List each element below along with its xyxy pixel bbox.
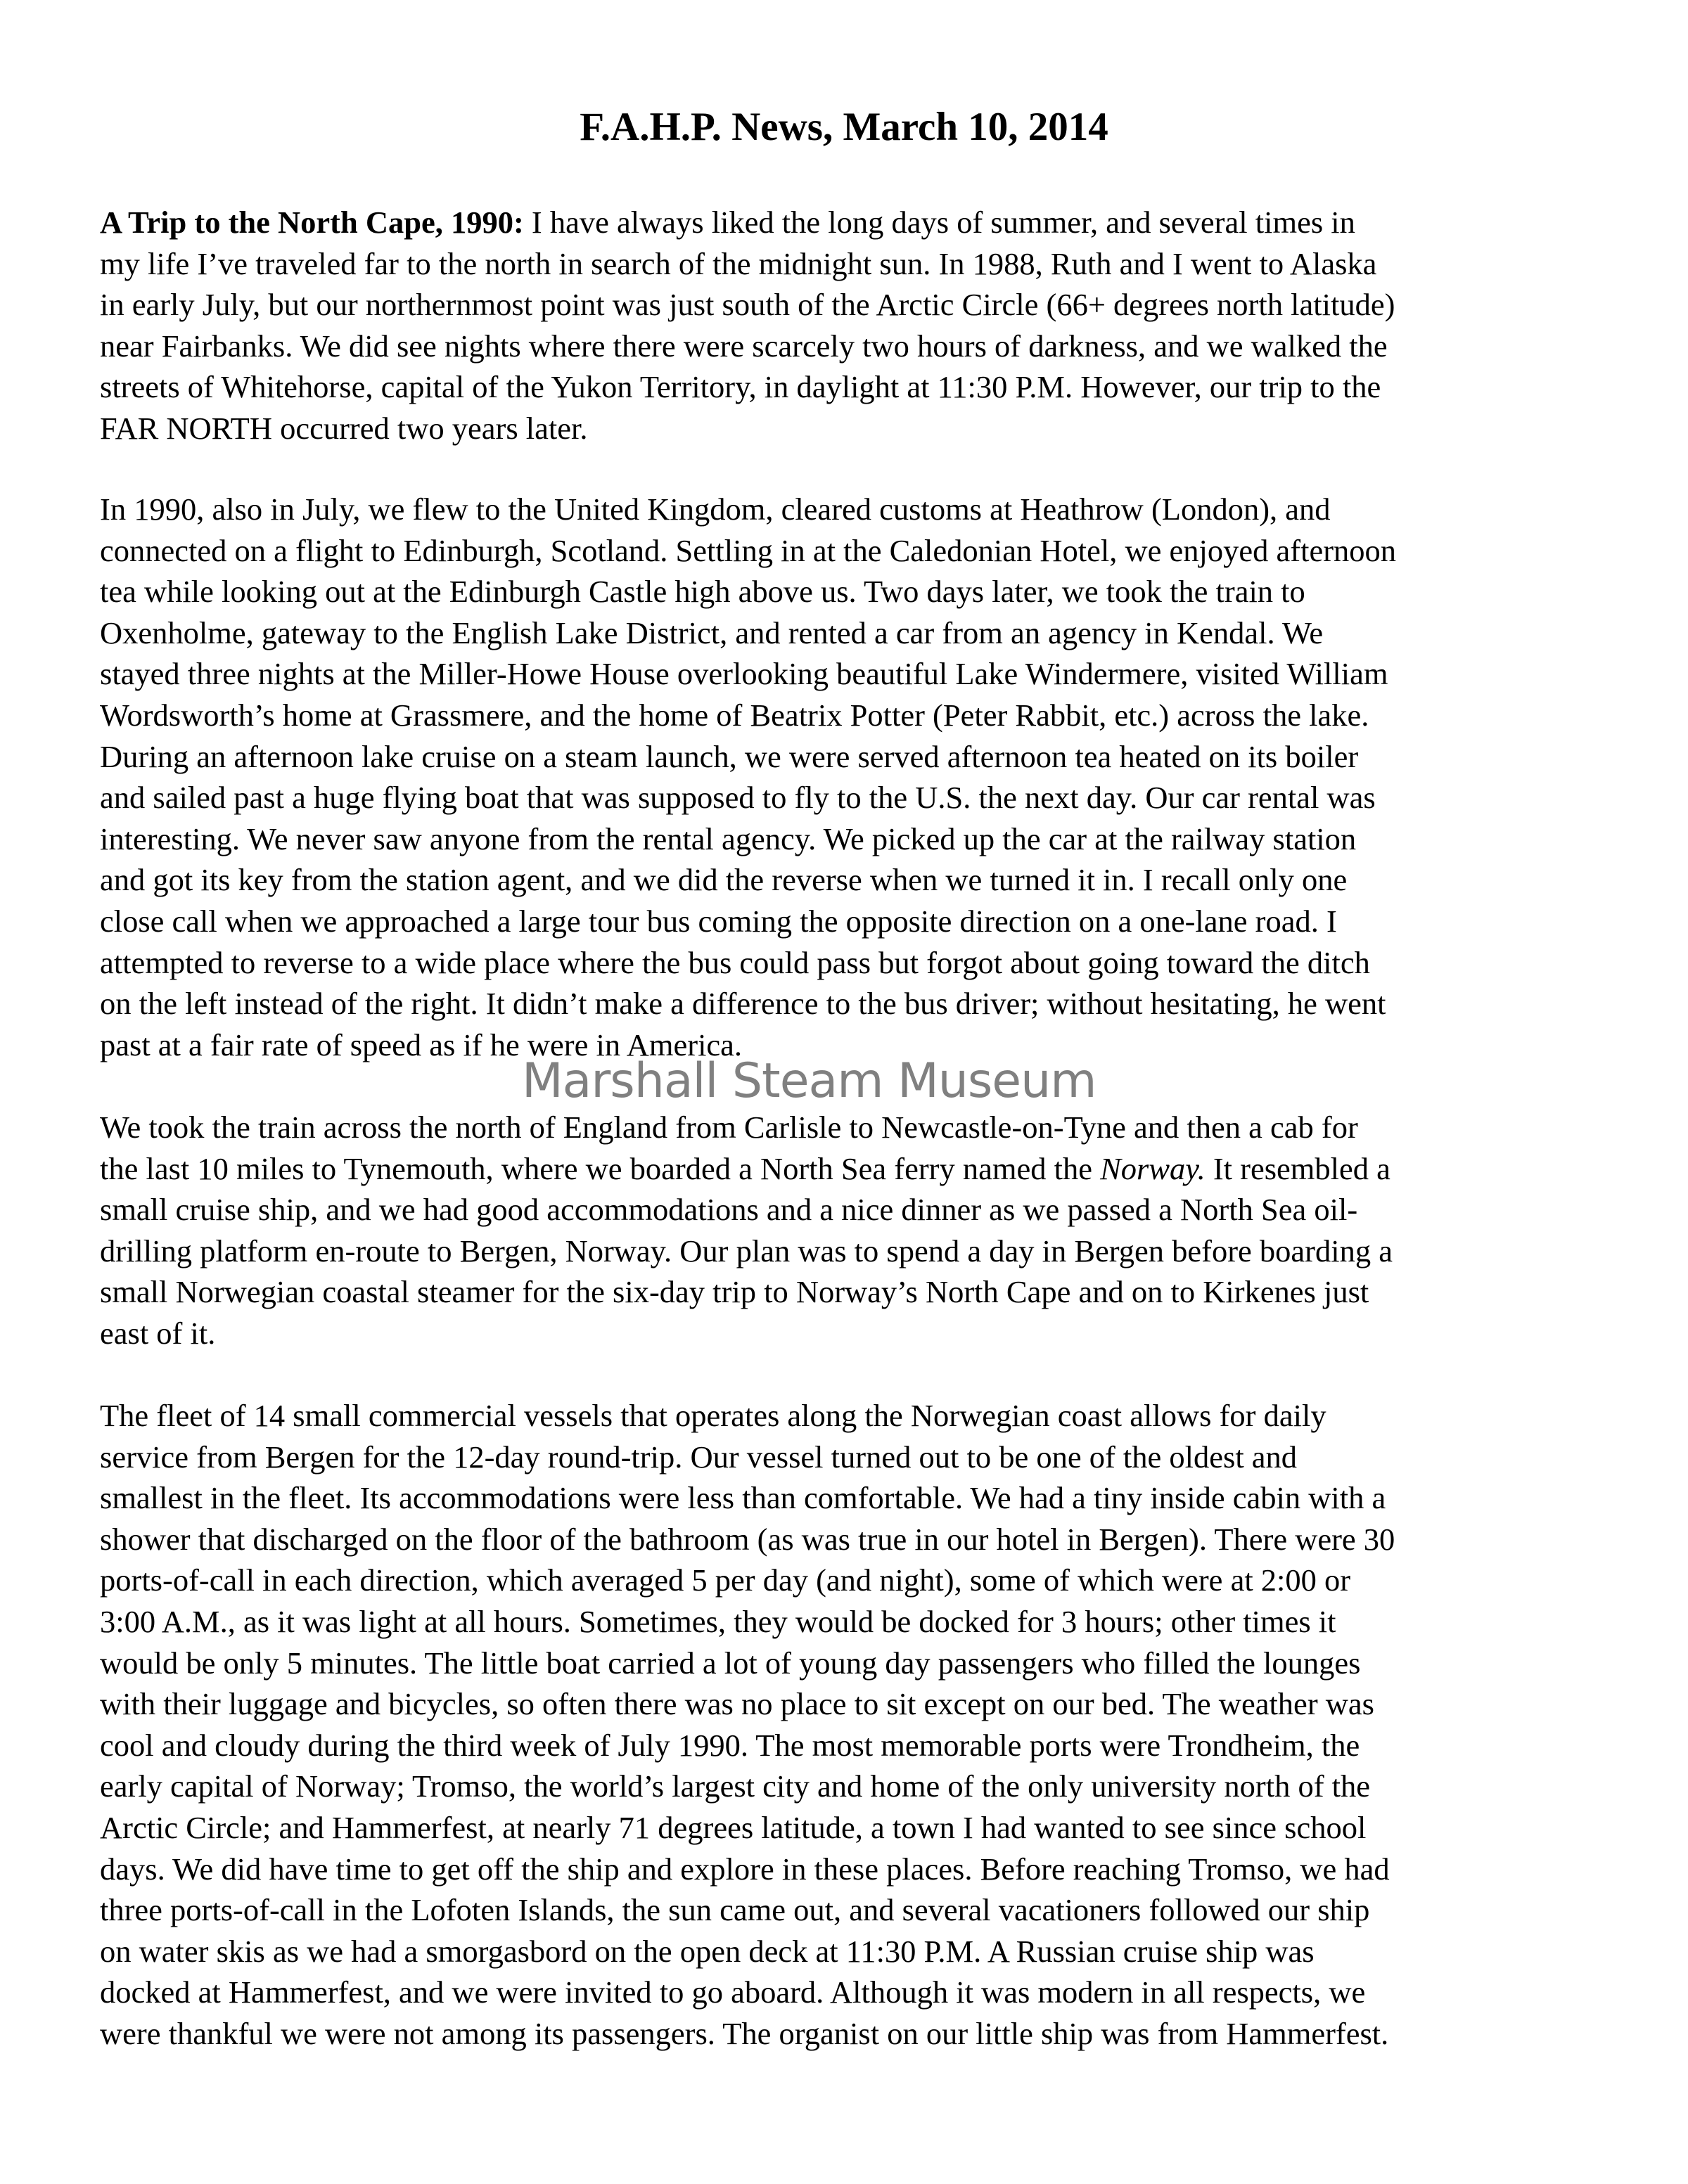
text-line — [100, 326, 1395, 367]
paragraph-united-kingdom — [100, 489, 1396, 1065]
text-segment: small Norwegian coastal steamer for the six-day trip to Norway’s North Cape and on to Kirkenes just — [100, 1274, 1369, 1310]
text-line — [100, 284, 1395, 326]
text-segment: near Fairbanks. We did see nights where there were scarcely two hours of darkness, and we walked the — [100, 328, 1388, 364]
text-segment: and got its key from the station agent, and we did the reverse when we turned it in. I recall only one — [100, 862, 1348, 898]
text-segment: early capital of Norway; Tromso, the world’s largest city and home of the only university north of the — [100, 1768, 1371, 1804]
text-segment: The fleet of 14 small commercial vessels that operates along the Norwegian coast allows for daily — [100, 1398, 1326, 1433]
text-segment: Wordsworth’s home at Grassmere, and the home of Beatrix Potter (Peter Rabbit, etc.) across the lake. — [100, 697, 1369, 733]
text-segment: on water skis as we had a smorgasbord on the open deck at 11:30 P.M. A Russian cruise ship was — [100, 1933, 1315, 1969]
paragraph-north-cape-intro — [100, 202, 1395, 449]
text-segment: ports-of-call in each direction, which averaged 5 per day (and night), some of which were at 2:00 or — [100, 1562, 1351, 1598]
paragraph-coastal-steamer — [100, 1395, 1395, 2055]
text-segment: stayed three nights at the Miller-Howe House overlooking beautiful Lake Windermere, visited William — [100, 656, 1388, 692]
text-segment: Oxenholme, gateway to the English Lake District, and rented a car from an agency in Kendal. We — [100, 615, 1324, 650]
text-line — [100, 1725, 1395, 1766]
text-segment: east of it. — [100, 1315, 216, 1351]
text-segment: connected on a flight to Edinburgh, Scotland. Settling in at the Caledonian Hotel, we enjoyed afternoon — [100, 532, 1397, 568]
text-segment: my life I’ve traveled far to the north in search of the midnight sun. In 1988, Ruth and I went to Alaska — [100, 245, 1377, 281]
text-segment: I have always liked the long days of summer, and several times in — [523, 205, 1355, 240]
text-line — [100, 818, 1396, 860]
watermark: Marshall Steam Museum — [522, 1053, 1096, 1109]
page-title: F.A.H.P. News, March 10, 2014 — [580, 105, 1108, 149]
text-line — [100, 530, 1396, 572]
text-line — [100, 1807, 1395, 1849]
text-line — [100, 653, 1396, 695]
text-line — [100, 366, 1395, 408]
paragraph-north-sea-ferry — [100, 1107, 1393, 1354]
text-segment: days. We did have time to get off the ship and explore in these places. Before reaching Tromso, we had — [100, 1851, 1390, 1887]
text-segment: drilling platform en-route to Bergen, Norway. Our plan was to spend a day in Bergen before boarding a — [100, 1233, 1393, 1268]
text-segment: past at a fair rate of speed as if he were in America. — [100, 1027, 743, 1062]
text-line — [100, 777, 1396, 818]
text-segment: streets of Whitehorse, capital of the Yukon Territory, in daylight at 11:30 P.M. However, our trip to the — [100, 369, 1381, 405]
text-line — [100, 1231, 1393, 1272]
text-line — [100, 1643, 1395, 1684]
text-line — [100, 736, 1396, 778]
text-segment: In 1990, also in July, we flew to the United Kingdom, cleared customs at Heathrow (London), and — [100, 492, 1331, 527]
text-line — [100, 571, 1396, 612]
text-segment: smallest in the fleet. Its accommodations were less than comfortable. We had a tiny inside cabin with a — [100, 1480, 1386, 1516]
text-segment: were thankful we were not among its passengers. The organist on our little ship was from Hammerfest. — [100, 2015, 1389, 2051]
text-line — [100, 1560, 1395, 1601]
text-segment: We took the train across the north of England from Carlisle to Newcastle-on-Tyne and then a cab for — [100, 1110, 1358, 1145]
text-line — [100, 1107, 1393, 1148]
text-line — [100, 202, 1395, 243]
text-line — [100, 1271, 1393, 1313]
text-line — [100, 612, 1396, 654]
text-segment: small cruise ship, and we had good accommodations and a nice dinner as we passed a North Sea oil- — [100, 1192, 1358, 1228]
text-line — [100, 1601, 1395, 1643]
text-segment: shower that discharged on the floor of the bathroom (as was true in our hotel in Bergen). There were 30 — [100, 1521, 1395, 1557]
italic-text: Norway. — [1100, 1150, 1206, 1186]
text-segment: docked at Hammerfest, and we were invited to go aboard. Although it was modern in all respects, we — [100, 1974, 1366, 2010]
text-segment: in early July, but our northernmost point was just south of the Arctic Circle (66+ degrees north latitude) — [100, 287, 1395, 323]
text-segment: three ports-of-call in the Lofoten Islands, the sun came out, and several vacationers followed our ship — [100, 1892, 1370, 1928]
text-segment: It resembled a — [1205, 1150, 1390, 1186]
text-line — [100, 489, 1396, 530]
bold-heading: A Trip to the North Cape, 1990: — [100, 205, 524, 240]
text-segment: During an afternoon lake cruise on a steam launch, we were served afternoon tea heated on its boiler — [100, 738, 1359, 774]
text-line — [100, 1519, 1395, 1560]
text-segment: service from Bergen for the 12-day round-trip. Our vessel turned out to be one of the oldest and — [100, 1439, 1298, 1475]
text-line — [100, 1024, 1396, 1066]
text-line — [100, 859, 1396, 901]
text-line — [100, 1437, 1395, 1478]
text-segment: attempted to reverse to a wide place where the bus could pass but forgot about going toward the ditch — [100, 944, 1370, 980]
text-segment: would be only 5 minutes. The little boat carried a lot of young day passengers who filled the lounges — [100, 1645, 1361, 1681]
text-line — [100, 1148, 1393, 1190]
text-line — [100, 983, 1396, 1024]
text-segment: 3:00 A.M., as it was light at all hours. Sometimes, they would be docked for 3 hours; other times it — [100, 1603, 1336, 1639]
text-segment: close call when we approached a large tour bus coming the opposite direction on a one-lane road. I — [100, 903, 1337, 939]
text-line — [100, 1849, 1395, 1890]
text-line — [100, 1683, 1395, 1725]
text-segment: tea while looking out at the Edinburgh Castle high above us. Two days later, we took the train to — [100, 574, 1305, 610]
text-line — [100, 408, 1395, 449]
text-line — [100, 901, 1396, 942]
text-line — [100, 1931, 1395, 1972]
text-line — [100, 2013, 1395, 2055]
text-line — [100, 942, 1396, 984]
text-line — [100, 1395, 1395, 1437]
text-line — [100, 1189, 1393, 1231]
text-line — [100, 243, 1395, 285]
text-line — [100, 1313, 1393, 1354]
text-line — [100, 1766, 1395, 1807]
text-segment: Arctic Circle; and Hammerfest, at nearly 71 degrees latitude, a town I had wanted to see since school — [100, 1809, 1367, 1845]
text-line — [100, 1889, 1395, 1931]
text-segment: the last 10 miles to Tynemouth, where we boarded a North Sea ferry named the — [100, 1150, 1101, 1186]
text-line — [100, 1972, 1395, 2013]
text-segment: interesting. We never saw anyone from the rental agency. We picked up the car at the railway station — [100, 821, 1357, 856]
text-line — [100, 1477, 1395, 1519]
text-segment: cool and cloudy during the third week of July 1990. The most memorable ports were Trondheim, the — [100, 1727, 1360, 1763]
text-segment: with their luggage and bicycles, so often there was no place to sit except on our bed. The weather was — [100, 1686, 1374, 1722]
text-line — [100, 695, 1396, 736]
text-segment: FAR NORTH occurred two years later. — [100, 410, 588, 446]
text-segment: and sailed past a huge flying boat that was supposed to fly to the U.S. the next day. Our car rental was — [100, 780, 1376, 816]
text-segment: on the left instead of the right. It didn’t make a difference to the bus driver; without hesitating, he went — [100, 986, 1386, 1022]
